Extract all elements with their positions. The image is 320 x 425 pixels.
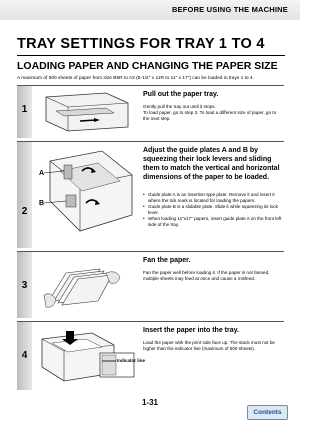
intro-text: A maximum of 500 sheets of paper from size B5R to A3 (8-1/2" x 11R to 11" x 17") can be loaded in trays 1 to 4.: [17, 76, 254, 81]
sub-title: LOADING PAPER AND CHANGING THE PAPER SIZE: [17, 60, 278, 72]
bullet-item: • Guide plate B is a slidable plate. Slide it while squeezing its lock lever.: [143, 204, 283, 216]
page-number: 1-31: [141, 398, 158, 407]
insert-paper-illustration: [36, 325, 146, 387]
contents-button[interactable]: Contents: [247, 405, 288, 420]
step-heading: Insert the paper into the tray.: [143, 327, 239, 334]
bullet-item: • Guide plate A is an insertion-type plate. Remove it and insert it where the tick mark is located for loading the papers.: [143, 192, 283, 204]
step-4: [17, 322, 284, 390]
bullet-item: • When loading 11"x17" papers, insert guide plate A on the front left side of the tray.: [143, 216, 283, 228]
step-heading: Fan the paper.: [143, 257, 191, 264]
step-heading: Adjust the guide plates A and B by squeezing their lock levers and sliding them to match the vertical and horizontal dimensions of the paper to be loaded.: [143, 147, 280, 181]
section-divider: [17, 55, 285, 56]
step-3: [17, 252, 284, 318]
step-number: 2: [21, 206, 28, 217]
step-number-bar: [17, 252, 32, 318]
step-bullets: [143, 192, 283, 228]
section-title: TRAY SETTINGS FOR TRAY 1 TO 4: [17, 36, 265, 52]
step-number-bar: [17, 86, 32, 138]
step-number: 4: [21, 350, 28, 361]
step-number: 3: [21, 280, 28, 291]
step-body: Load the paper with the print side face up. The stack must not be higher than the indicator line (maximum of 500 sheets).: [143, 340, 275, 351]
guide-plates-illustration: [36, 145, 136, 243]
step-number: 1: [21, 104, 28, 115]
guide-label-a: A: [39, 170, 45, 177]
step-body: Fan the paper well before loading it. If the paper is not fanned, multiple sheets may feed at once and cause a misfeed.: [143, 270, 270, 281]
indicator-callout-text: Indicator line: [117, 358, 146, 363]
step-heading: Pull out the paper tray.: [143, 91, 219, 98]
fan-paper-illustration: [36, 255, 136, 315]
step-2: [17, 142, 284, 248]
step-body: Gently pull the tray out until it stops. To load paper, go to step 3. To load a different size of paper, go to the next step.: [143, 104, 277, 121]
tray-pull-illustration: [36, 89, 136, 135]
step-1: [17, 86, 284, 138]
header-bar: [0, 0, 300, 20]
indicator-callout: [117, 358, 146, 363]
chapter-title: BEFORE USING THE MACHINE: [171, 5, 288, 14]
guide-label-b: B: [39, 200, 45, 207]
step-number-bar: [17, 142, 32, 248]
step-number-bar: [17, 322, 32, 390]
